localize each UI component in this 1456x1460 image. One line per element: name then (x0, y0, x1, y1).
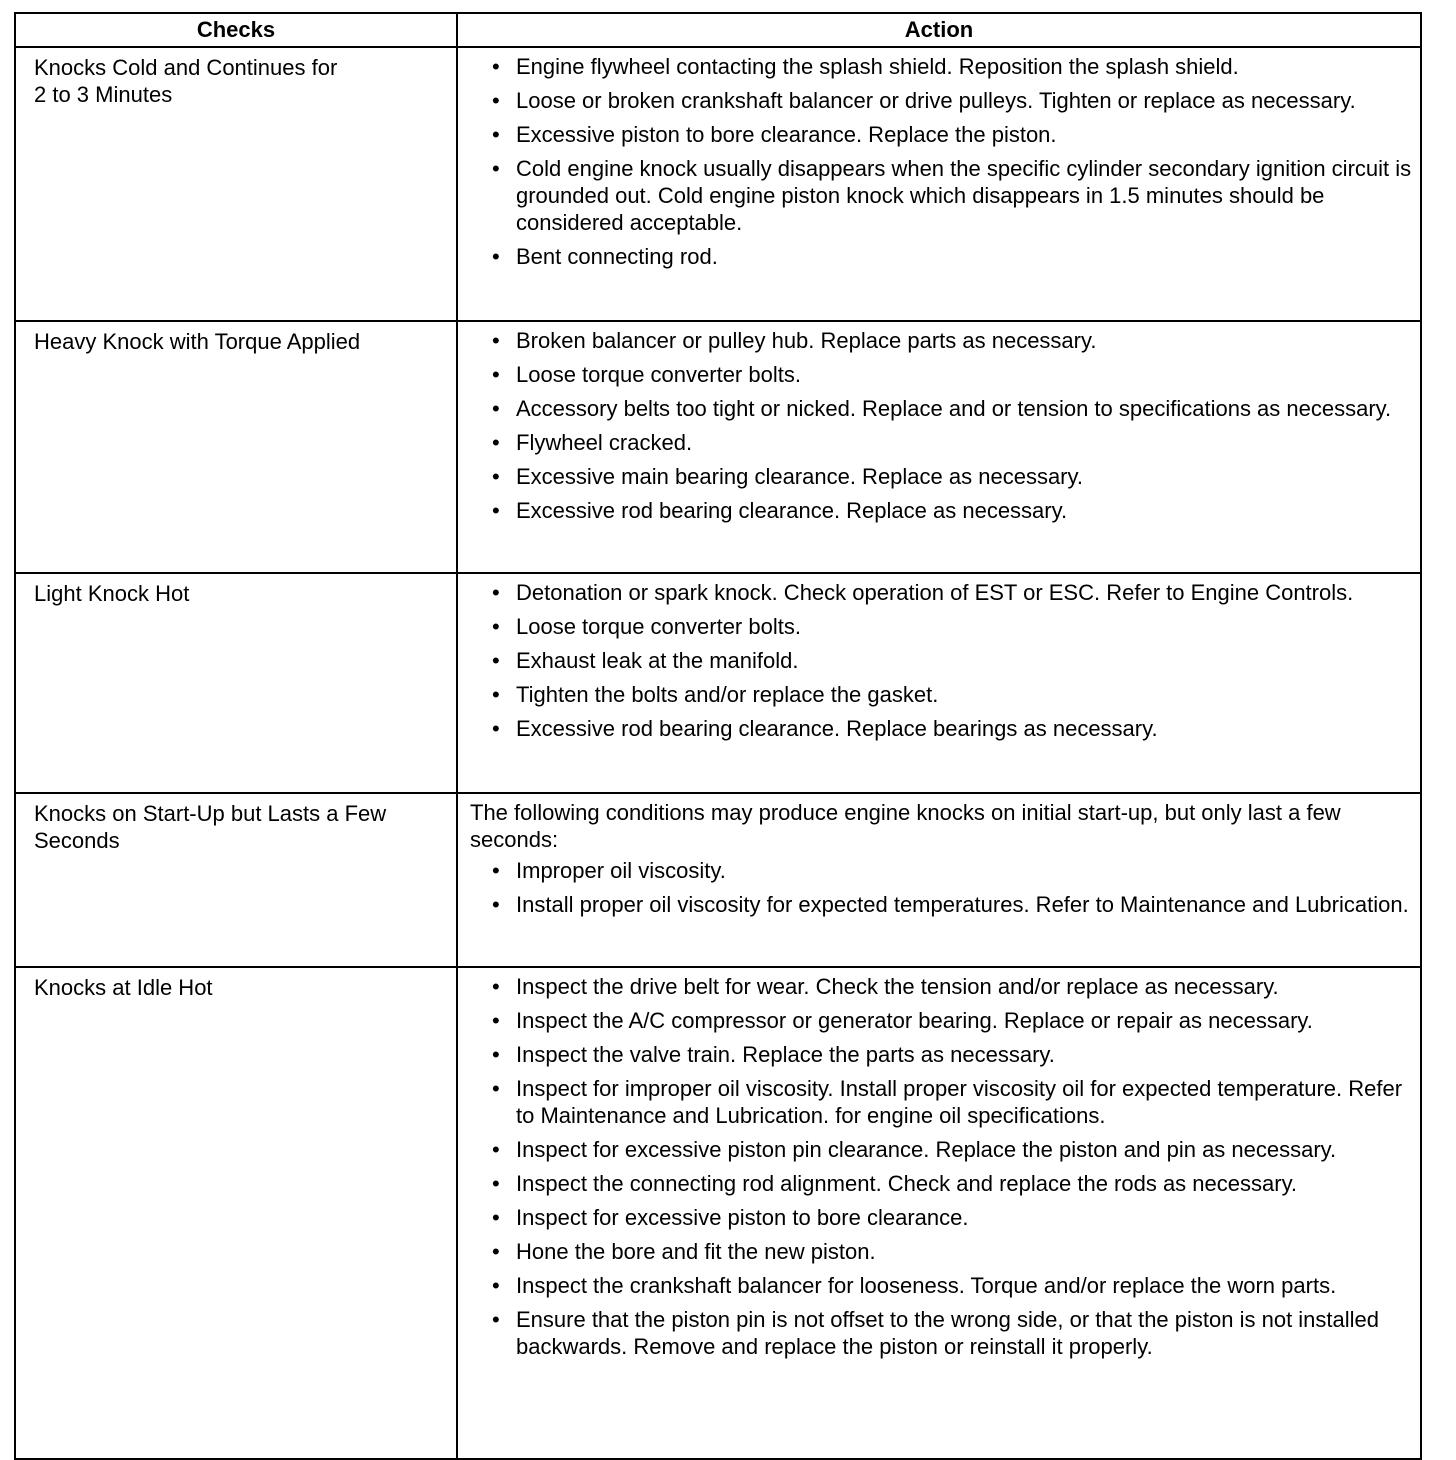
action-cell (457, 967, 1421, 1459)
list-item (492, 121, 1412, 148)
list-item (492, 1075, 1412, 1129)
bullet-icon (492, 1272, 512, 1299)
bullet-icon (492, 1041, 512, 1068)
list-item (492, 327, 1412, 354)
action-list (470, 53, 1412, 270)
bullet-icon (492, 53, 512, 80)
bullet-icon (492, 121, 512, 148)
list-item (492, 1204, 1412, 1231)
bullet-icon (492, 1204, 512, 1231)
list-item (492, 715, 1412, 742)
list-item (492, 1170, 1412, 1197)
list-item (492, 361, 1412, 388)
list-item (492, 647, 1412, 674)
list-item (492, 497, 1412, 524)
list-item (492, 857, 1412, 884)
action-text: Inspect the drive belt for wear. Check the tension and/or replace as necessary. (516, 974, 1279, 999)
action-text: Install proper oil viscosity for expected temperatures. Refer to Maintenance and Lubrication. (516, 892, 1409, 917)
list-item (492, 613, 1412, 640)
list-item (492, 155, 1412, 236)
bullet-icon (492, 1075, 512, 1102)
action-text: Inspect for improper oil viscosity. Install proper viscosity oil for expected temperature. Refer to Maintenance and Lubrication. for engine oil specifications. (516, 1076, 1403, 1128)
list-item (492, 429, 1412, 456)
bullet-icon (492, 497, 512, 524)
check-cell: Knocks at Idle Hot (15, 967, 457, 1459)
header-row (15, 13, 1421, 47)
check-line: Knocks Cold and Continues for (34, 55, 338, 80)
table-row (15, 47, 1421, 321)
action-text: Tighten the bolts and/or replace the gasket. (516, 682, 939, 707)
action-text: Ensure that the piston pin is not offset to the wrong side, or that the piston is not installed backwards. Remove and replace the piston or reinstall it properly. (516, 1307, 1380, 1359)
list-item (492, 1272, 1412, 1299)
action-text: Engine flywheel contacting the splash shield. Reposition the splash shield. (516, 54, 1239, 79)
bullet-icon (492, 395, 512, 422)
list-item (492, 1306, 1412, 1360)
action-text: Excessive rod bearing clearance. Replace as necessary. (516, 498, 1068, 523)
action-intro: The following conditions may produce engine knocks on initial start-up, but only last a few seconds: (470, 800, 1341, 852)
check-cell: Light Knock Hot (15, 573, 457, 793)
action-text: Exhaust leak at the manifold. (516, 648, 799, 673)
bullet-icon (492, 613, 512, 640)
list-item (492, 1041, 1412, 1068)
action-text: Detonation or spark knock. Check operation of EST or ESC. Refer to Engine Controls. (516, 580, 1354, 605)
list-item (492, 891, 1412, 918)
list-item (492, 973, 1412, 1000)
action-list (470, 973, 1412, 1360)
list-item (492, 87, 1412, 114)
action-list (470, 857, 1412, 918)
list-item (492, 463, 1412, 490)
action-text: Inspect the valve train. Replace the parts as necessary. (516, 1042, 1055, 1067)
action-list (470, 327, 1412, 524)
action-text: Excessive piston to bore clearance. Replace the piston. (516, 122, 1057, 147)
bullet-icon (492, 973, 512, 1000)
action-text: Bent connecting rod. (516, 244, 718, 269)
bullet-icon (492, 647, 512, 674)
check-cell (15, 47, 457, 321)
table-row (15, 967, 1421, 1459)
action-cell (457, 47, 1421, 321)
bullet-icon (492, 891, 512, 918)
action-text: Inspect the connecting rod alignment. Check and replace the rods as necessary. (516, 1171, 1298, 1196)
action-cell (457, 793, 1421, 967)
check-cell: Knocks on Start-Up but Lasts a Few Seconds (15, 793, 457, 967)
action-cell (457, 321, 1421, 573)
bullet-icon (492, 327, 512, 354)
check-cell: Heavy Knock with Torque Applied (15, 321, 457, 573)
bullet-icon (492, 1238, 512, 1265)
diagnostic-table (14, 12, 1422, 1460)
bullet-icon (492, 681, 512, 708)
bullet-icon (492, 361, 512, 388)
bullet-icon (492, 1136, 512, 1163)
bullet-icon (492, 715, 512, 742)
list-item (492, 579, 1412, 606)
action-cell (457, 573, 1421, 793)
bullet-icon (492, 1170, 512, 1197)
action-text: Cold engine knock usually disappears when the specific cylinder secondary ignition circuit is grounded out. Cold engine piston knock which disappears in 1.5 minutes should be considered acceptable. (516, 156, 1412, 235)
bullet-icon (492, 155, 512, 182)
list-item (492, 53, 1412, 80)
list-item (492, 681, 1412, 708)
bullet-icon (492, 87, 512, 114)
list-item (492, 1136, 1412, 1163)
list-item (492, 395, 1412, 422)
bullet-icon (492, 857, 512, 884)
list-item (492, 1007, 1412, 1034)
bullet-icon (492, 1306, 512, 1333)
action-text: Loose or broken crankshaft balancer or drive pulleys. Tighten or replace as necessary. (516, 88, 1356, 113)
bullet-icon (492, 463, 512, 490)
action-text: Excessive rod bearing clearance. Replace bearings as necessary. (516, 716, 1158, 741)
action-text: Inspect the A/C compressor or generator bearing. Replace or repair as necessary. (516, 1008, 1313, 1033)
action-text: Loose torque converter bolts. (516, 362, 801, 387)
check-line: 2 to 3 Minutes (34, 82, 173, 107)
action-text: Accessory belts too tight or nicked. Replace and or tension to specifications as necessary. (516, 396, 1392, 421)
table-row (15, 793, 1421, 967)
action-text: Hone the bore and fit the new piston. (516, 1239, 876, 1264)
bullet-icon (492, 429, 512, 456)
action-text: Inspect the crankshaft balancer for looseness. Torque and/or replace the worn parts. (516, 1273, 1337, 1298)
bullet-icon (492, 1007, 512, 1034)
action-header: Action (457, 13, 1421, 47)
bullet-icon (492, 579, 512, 606)
table-row (15, 321, 1421, 573)
action-text: Loose torque converter bolts. (516, 614, 801, 639)
checks-header: Checks (15, 13, 457, 47)
bullet-icon (492, 243, 512, 270)
action-text: Excessive main bearing clearance. Replace as necessary. (516, 464, 1083, 489)
list-item (492, 243, 1412, 270)
action-text: Broken balancer or pulley hub. Replace parts as necessary. (516, 328, 1097, 353)
action-text: Inspect for excessive piston to bore clearance. (516, 1205, 969, 1230)
table-row (15, 573, 1421, 793)
action-list (470, 579, 1412, 742)
list-item (492, 1238, 1412, 1265)
action-text: Inspect for excessive piston pin clearance. Replace the piston and pin as necessary. (516, 1137, 1337, 1162)
action-text: Flywheel cracked. (516, 430, 693, 455)
action-text: Improper oil viscosity. (516, 858, 726, 883)
